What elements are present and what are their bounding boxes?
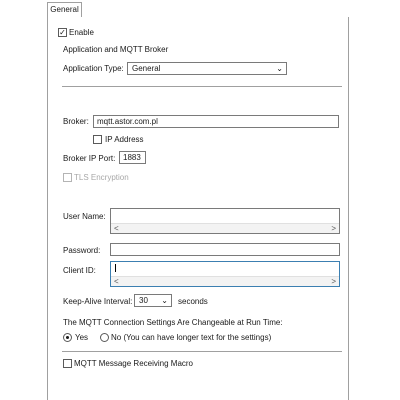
ip-address-label: IP Address: [105, 135, 144, 144]
scroll-right-icon[interactable]: >: [331, 277, 336, 286]
text-caret: [115, 264, 116, 272]
macro-checkbox[interactable]: [63, 359, 72, 368]
password-label: Password:: [63, 246, 101, 255]
no-label: No (You can have longer text for the settings): [111, 333, 272, 342]
client-id-hscrollbar[interactable]: [111, 276, 339, 286]
group-title-app-broker: Application and MQTT Broker: [63, 45, 169, 54]
broker-input[interactable]: [93, 115, 339, 128]
changeable-question: The MQTT Connection Settings Are Changeable at Run Time:: [63, 318, 283, 327]
broker-port-label: Broker IP Port:: [63, 154, 116, 163]
application-type-value: General: [132, 64, 161, 73]
broker-value: mqtt.astor.com.pl: [97, 117, 158, 126]
keep-alive-value: 30: [139, 296, 148, 305]
tab-general[interactable]: General: [47, 2, 82, 18]
chevron-down-icon: ⌄: [161, 296, 168, 305]
user-name-hscrollbar[interactable]: [111, 223, 339, 233]
check-icon: ✓: [59, 28, 66, 37]
no-radio[interactable]: [100, 333, 109, 342]
tls-checkbox[interactable]: [63, 173, 72, 182]
keep-alive-unit: seconds: [178, 297, 208, 306]
separator: [62, 86, 342, 87]
application-type-select[interactable]: [127, 62, 287, 75]
scroll-left-icon[interactable]: <: [114, 277, 119, 286]
scroll-left-icon[interactable]: <: [114, 224, 119, 233]
broker-port-input[interactable]: [119, 151, 146, 164]
enable-label: Enable: [69, 28, 94, 37]
user-name-label: User Name:: [63, 212, 106, 221]
broker-label: Broker:: [63, 117, 89, 126]
keep-alive-select[interactable]: [134, 294, 172, 307]
keep-alive-label: Keep-Alive Interval:: [63, 297, 133, 306]
ip-address-checkbox[interactable]: [93, 135, 102, 144]
chevron-down-icon: ⌄: [276, 64, 283, 73]
broker-port-value: 1883: [123, 153, 141, 162]
application-type-label: Application Type:: [63, 64, 124, 73]
client-id-input[interactable]: [110, 261, 340, 287]
yes-label: Yes: [75, 333, 89, 342]
macro-label: MQTT Message Receiving Macro: [74, 359, 193, 368]
yes-radio[interactable]: [63, 333, 72, 342]
scroll-right-icon[interactable]: >: [331, 224, 336, 233]
separator: [62, 351, 342, 352]
user-name-input[interactable]: [110, 208, 340, 234]
radio-selected-dot: [66, 336, 69, 339]
client-id-label: Client ID:: [63, 266, 96, 275]
enable-checkbox[interactable]: [58, 28, 67, 37]
tls-label: TLS Encryption: [74, 173, 129, 182]
password-input[interactable]: [110, 243, 340, 256]
